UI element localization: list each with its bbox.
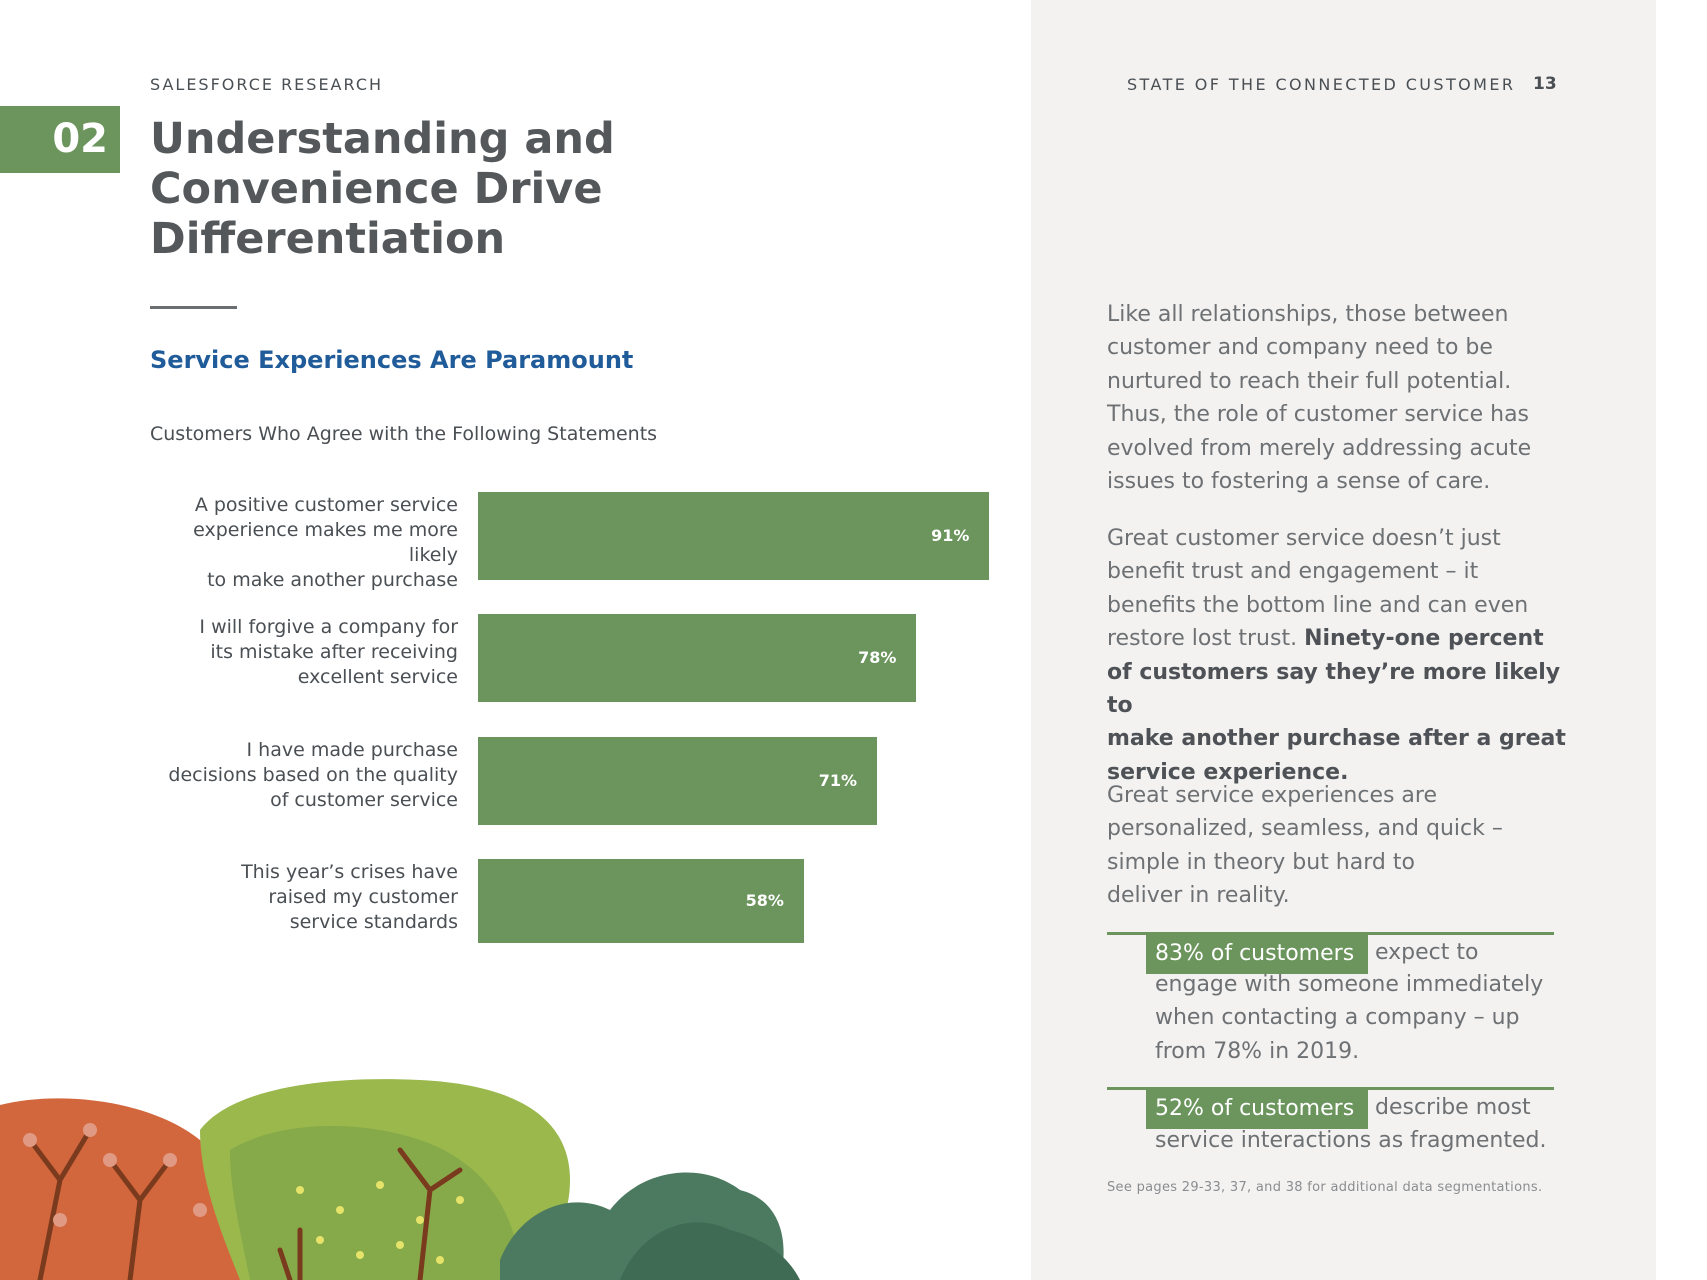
category-line: excellent service	[297, 666, 458, 688]
bar-value-label: 91%	[931, 526, 970, 545]
bar-category-label	[140, 493, 458, 593]
body-emphasis: of customers say they’re more likely to	[1107, 659, 1561, 719]
title-line: Convenience Drive	[150, 164, 603, 214]
stat-text: from 78% in 2019.	[1155, 1039, 1360, 1064]
section-subtitle: Service Experiences Are Paramount	[150, 346, 634, 374]
category-line: of customer service	[270, 789, 458, 811]
section-number-badge: 02	[0, 106, 120, 173]
category-line: raised my customer	[268, 886, 458, 908]
chart-title: Customers Who Agree with the Following Statements	[150, 423, 658, 445]
category-line: to make another purchase	[207, 569, 458, 591]
stat-text: expect to	[1375, 940, 1479, 965]
body-paragraph-1	[1107, 298, 1567, 498]
body-line: Thus, the role of customer service has	[1107, 402, 1530, 428]
stat-text: when contacting a company – up	[1155, 1005, 1520, 1030]
bar-value-label: 78%	[858, 648, 897, 667]
bar-value-label: 71%	[818, 771, 858, 790]
stat-text: engage with someone immediately	[1155, 972, 1544, 997]
category-line: decisions based on the quality	[168, 764, 458, 786]
body-line: deliver in reality.	[1107, 883, 1290, 909]
body-line: Great customer service doesn’t just	[1107, 526, 1501, 551]
category-line: its mistake after receiving	[210, 641, 458, 663]
body-line: Like all relationships, those between	[1107, 302, 1509, 327]
publisher-label: SALESFORCE RESEARCH	[150, 75, 384, 94]
body-line: issues to fostering a sense of care.	[1107, 469, 1491, 495]
body-line: Great service experiences are	[1107, 783, 1438, 808]
foliage-illustration	[0, 1060, 820, 1280]
body-line: benefits the bottom line and can even	[1107, 592, 1529, 618]
body-line: simple in theory but hard to	[1107, 849, 1415, 875]
body-line: customer and company need to be	[1107, 335, 1493, 361]
stat-text: describe most	[1375, 1095, 1531, 1120]
category-line: I will forgive a company for	[199, 616, 458, 638]
body-line: evolved from merely addressing acute	[1107, 435, 1532, 461]
body-emphasis: Ninety-one percent	[1304, 626, 1544, 652]
body-paragraph-3	[1107, 779, 1567, 913]
body-line: nurtured to reach their full potential.	[1107, 368, 1512, 394]
title-divider	[150, 306, 237, 309]
title-line: Understanding and	[150, 114, 615, 164]
bar-category-label	[140, 860, 458, 935]
page-title	[150, 114, 710, 264]
category-line: I have made purchase	[246, 739, 458, 761]
report-title: STATE OF THE CONNECTED CUSTOMER	[1127, 75, 1516, 94]
stat-highlight: 52% of customers	[1146, 1089, 1368, 1129]
category-line: service standards	[289, 911, 458, 933]
body-line: personalized, seamless, and quick –	[1107, 816, 1503, 842]
body-emphasis: service experience.	[1107, 759, 1349, 785]
bar-category-label	[140, 615, 458, 690]
stat-highlight: 83% of customers	[1146, 934, 1368, 974]
category-line: A positive customer service	[194, 494, 458, 516]
body-line-start: restore lost trust.	[1107, 626, 1298, 652]
body-emphasis: make another purchase after a great	[1107, 726, 1566, 752]
bar-value-label: 58%	[745, 891, 784, 910]
bar-category-label	[140, 738, 458, 813]
footnote: See pages 29-33, 37, and 38 for additional data segmentations.	[1107, 1180, 1543, 1195]
stat-text: service interactions as fragmented.	[1155, 1128, 1547, 1153]
category-line: experience makes me more likely	[193, 519, 458, 566]
body-line-mixed	[1107, 622, 1567, 655]
body-paragraph-2	[1107, 522, 1567, 789]
page-number: 13	[1533, 74, 1557, 94]
title-line: Differentiation	[150, 214, 506, 264]
body-line: benefit trust and engagement – it	[1107, 559, 1479, 585]
category-line: This year’s crises have	[241, 861, 458, 883]
